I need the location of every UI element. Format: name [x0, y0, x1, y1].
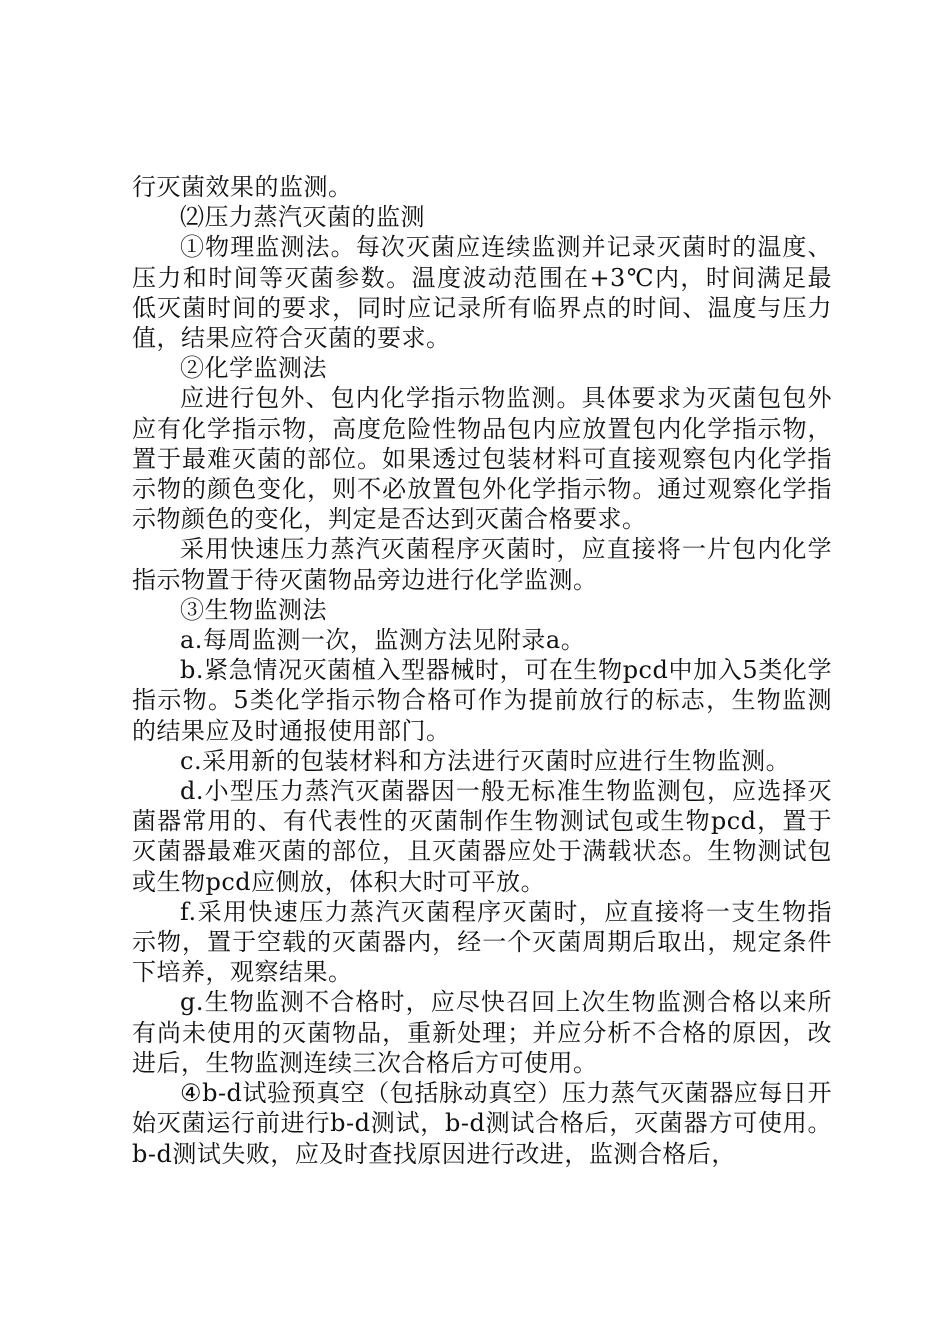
- list-item-g: g.生物监测不合格时，应尽快召回上次生物监测合格以来所有尚未使用的灭菌物品，重新处理；并应分析不合格的原因，改进后，生物监测连续三次合格后方可使用。: [132, 988, 832, 1077]
- list-item-a: a.每周监测一次，监测方法见附录a。: [180, 626, 586, 655]
- paragraph-fast-steam-chemical: 采用快速压力蒸汽灭菌程序灭菌时，应直接将一片包内化学指示物置于待灭菌物品旁边进行化学监测。: [132, 535, 832, 594]
- list-item-f: f.采用快速压力蒸汽灭菌程序灭菌时，应直接将一支生物指示物，置于空载的灭菌器内，经一个灭菌周期后取出，规定条件下培养，观察结果。: [132, 897, 832, 987]
- subheading-chemical-monitoring: ②化学监测法: [180, 354, 327, 383]
- paragraph-bd-test: ④b-d试验预真空（包括脉动真空）压力蒸气灭菌器应每日开始灭菌运行前进行b-d测试，b-d测试合格后，灭菌器方可使用。b-d测试失败，应及时查找原因进行改进，监测合格后，: [132, 1079, 832, 1168]
- paragraph-continuation: 行灭菌效果的监测。: [132, 173, 353, 201]
- paragraph-chemical-indicators: 应进行包外、包内化学指示物监测。具体要求为灭菌包包外应有化学指示物，高度危险性物品包内应放置包内化学指示物，置于最难灭菌的部位。如果透过包装材料可直接观察包内化学指示物的颜色变化，则不必放置包外化学指示物。通过观察化学指示物颜色的变化，判定是否达到灭菌合格要求。: [132, 384, 832, 534]
- subheading-biological-monitoring: ③生物监测法: [180, 595, 327, 624]
- paragraph-physical-monitoring: ①物理监测法。每次灭菌应连续监测并记录灭菌时的温度、压力和时间等灭菌参数。温度波动范围在+3℃内，时间满足最低灭菌时间的要求，同时应记录所有临界点的时间、温度与压力值，结果应符合灭菌的要求。: [132, 233, 832, 353]
- list-item-c: c.采用新的包装材料和方法进行灭菌时应进行生物监测。: [180, 746, 791, 775]
- section-heading-pressure-steam: ⑵压力蒸汽灭菌的监测: [180, 203, 425, 232]
- list-item-b: b.紧急情况灭菌植入型器械时，可在生物pcd中加入5类化学指示物。5类化学指示物合格可作为提前放行的标志，生物监测的结果应及时通报使用部门。: [132, 656, 832, 745]
- document-page: [132, 172, 832, 1169]
- list-item-d: d.小型压力蒸汽灭菌器因一般无标准生物监测包，应选择灭菌器常用的、有代表性的灭菌制作生物测试包或生物pcd，置于灭菌器最难灭菌的部位，且灭菌器应处于满载状态。生物测试包或生物pcd应侧放，体积大时可平放。: [132, 777, 832, 896]
